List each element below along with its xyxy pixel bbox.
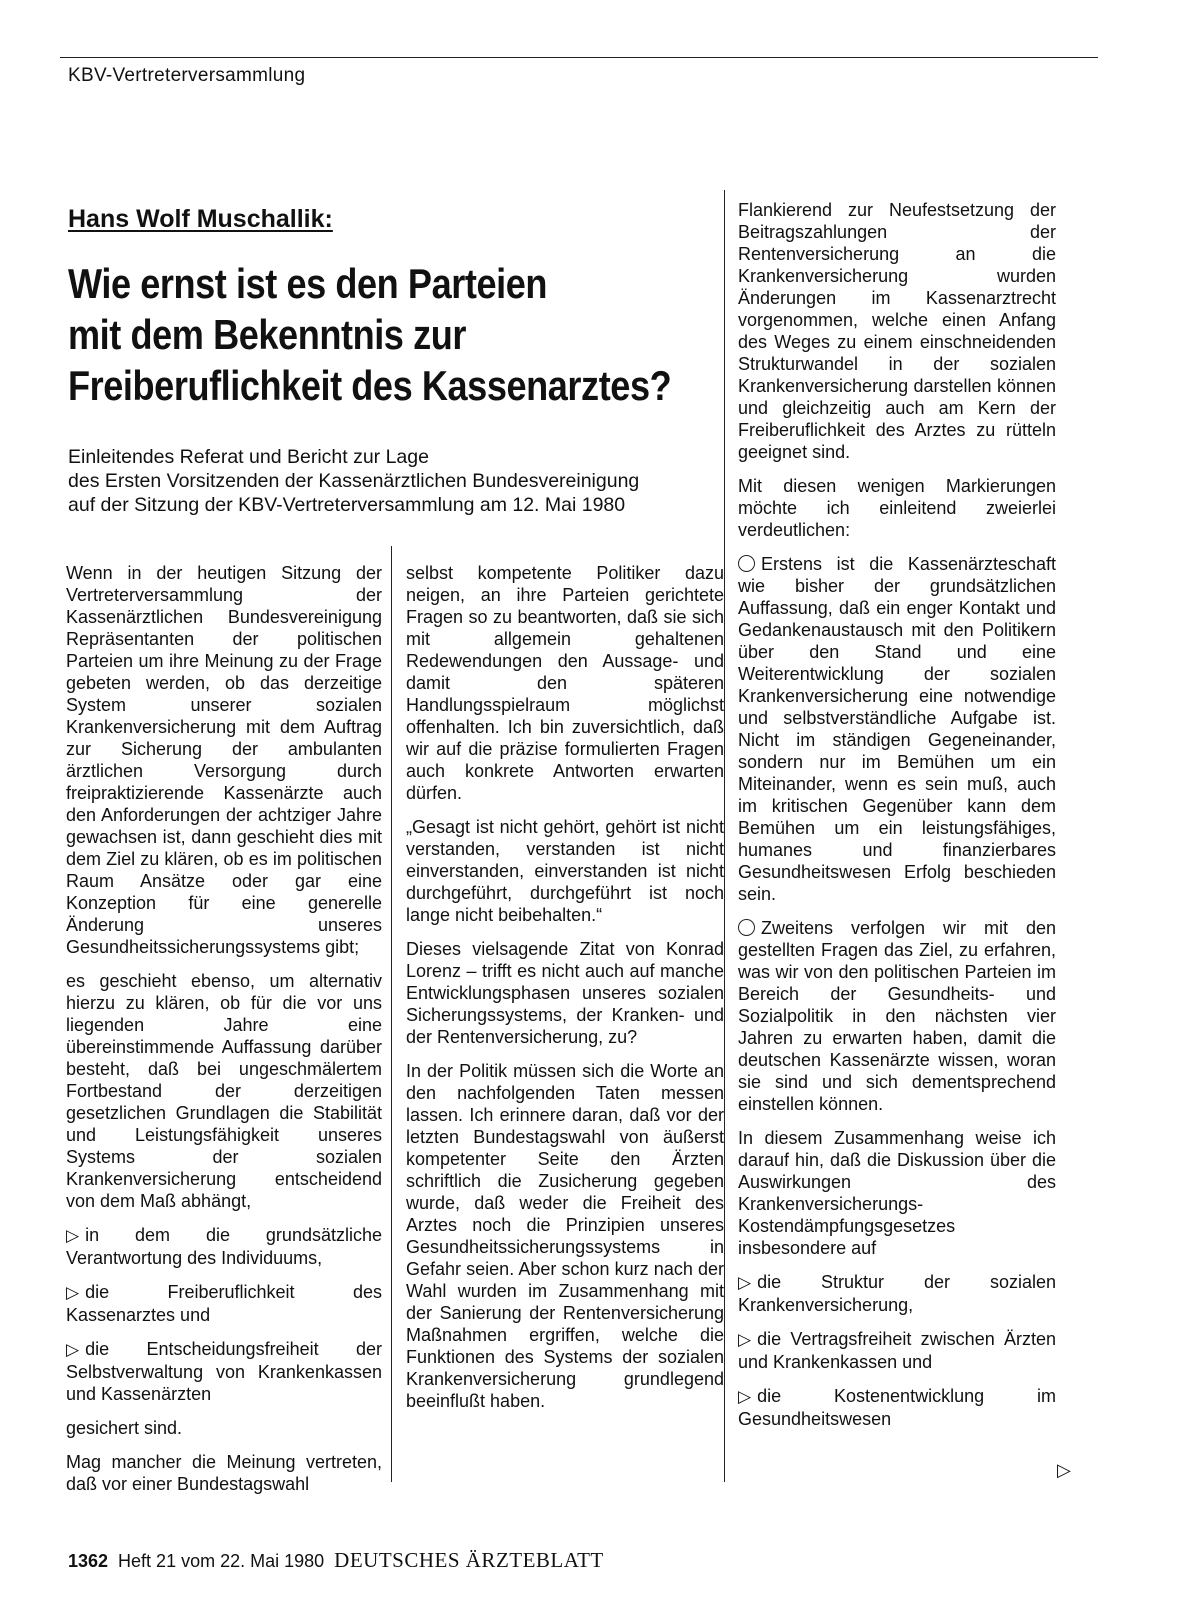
headline-line: Wie ernst ist es den Parteien xyxy=(68,260,548,307)
text-column-1 xyxy=(66,562,382,1507)
paragraph: Mit diesen wenigen Markierungen möchte ich einleitend zweierlei verdeutlichen: xyxy=(738,476,1056,540)
bullet-item xyxy=(66,1338,382,1405)
bullet-text: in dem die grundsätzliche Verantwortung des Individuums, xyxy=(66,1225,382,1268)
bullet-text: die Struktur der sozialen Krankenversicherung, xyxy=(738,1272,1056,1315)
paragraph: selbst kompetente Politiker dazu neigen, an ihre Parteien gerichtete Fragen so zu beantworten, daß sie sich mit allgemein gehaltenen Redewendungen den Aussage- und damit den späteren Handlungsspielraum möglichst offenhalten. Ich bin zuversichtlich, daß wir auf die präzise formulierten Fragen auch konkrete Antworten erwarten dürfen. xyxy=(406,563,724,803)
text-column-2 xyxy=(406,562,724,1424)
triangle-bullet-icon: ▷ xyxy=(66,1340,80,1359)
bullet-text: die Vertragsfreiheit zwischen Ärzten und Krankenkassen und xyxy=(738,1329,1056,1372)
headline-line: mit dem Bekenntnis zur xyxy=(68,311,466,358)
bullet-text: die Freiberuflichkeit des Kassenarztes und xyxy=(66,1282,382,1325)
subtitle-line: Einleitendes Referat und Bericht zur Lage xyxy=(68,446,429,468)
bullet-item xyxy=(738,1271,1056,1316)
circle-item-text: Zweitens verfolgen wir mit den gestellten Fragen das Ziel, zu erfahren, was wir von den politischen Parteien im Bereich der Gesundheits- und Sozialpolitik in den nächsten vier Jahren zu erwarten haben, damit die deutschen Kassenärzte wissen, woran sie sind und sich dementsprechend einstellen können. xyxy=(738,918,1056,1114)
quote-paragraph: „Gesagt ist nicht gehört, gehört ist nicht verstanden, verstanden ist nicht einverstanden, einverstanden ist nicht durchgeführt, durchgeführt ist noch lange nicht beibehalten.“ xyxy=(406,817,724,925)
headline-line: Freiberuflichkeit des Kassenarztes? xyxy=(68,362,672,409)
paragraph: Flankierend zur Neufestsetzung der Beitragszahlungen der Rentenversicherung an die Krankenversicherung wurden Änderungen im Kassenarztrecht vorgenommen, welche einen Anfang des Weges zu einem einschneidenden Strukturwandel in der sozialen Krankenversicherung darstellen können und gleichzeitig auch am Kern der Freiberuflichkeit des Arztes zu rütteln geeignet sind. xyxy=(738,200,1056,462)
triangle-bullet-icon: ▷ xyxy=(738,1387,752,1406)
continue-arrow-icon: ▷ xyxy=(1057,1460,1071,1480)
triangle-bullet-icon: ▷ xyxy=(738,1273,752,1292)
article-author: Hans Wolf Muschallik: xyxy=(68,205,333,233)
circle-item xyxy=(738,917,1056,1115)
circle-item-text: Erstens ist die Kassenärzteschaft wie bisher der grundsätzlichen Auffassung, daß ein enger Kontakt und Gedankenaustausch mit den Politikern über den Stand und eine Weiterentwicklung der sozialen Krankenversicherung eine notwendige und selbstverständliche Aufgabe ist. Nicht im ständigen Gegeneinander, sondern nur im Bemühen um ein Miteinander, wenn es sein muß, auch im kritischen Gegenüber kann dem Bemühen um ein leistungsfähiges, humanes und finanzierbares Gesundheitswesen Erfolg beschieden sein. xyxy=(738,554,1056,904)
bullet-item xyxy=(66,1281,382,1326)
bullet-text: die Kostenentwicklung im Gesundheitswesen xyxy=(738,1386,1056,1429)
paragraph: In der Politik müssen sich die Worte an den nachfolgenden Taten messen lassen. Ich erinnere daran, daß vor der letzten Bundestagswahl von äußerst kompetenter Seite den Ärzten schriftlich die Zusicherung gegeben wurde, daß weder die Freiheit des Arztes noch die Prinzipien unseres Gesundheitssicherungssystems in Gefahr seien. Aber schon kurz nach der Wahl wurden im Zusammenhang mit der Sanierung der Rentenversicherung Maßnahmen ergriffen, welche die Funktionen des Systems der sozialen Krankenversicherung grundlegend beeinflußt haben. xyxy=(406,1061,724,1411)
paragraph: Wenn in der heutigen Sitzung der Vertreterversammlung der Kassenärztlichen Bundesvereinigung Repräsentanten der politischen Parteien um ihre Meinung zu der Frage gebeten werden, ob das derzeitige System unserer sozialen Krankenversicherung mit dem Auftrag zur Sicherung der ambulanten ärztlichen Versorgung durch freipraktizierende Kassenärzte auch den Anforderungen der achtziger Jahre gewachsen ist, dann geschieht dies mit dem Ziel zu klären, ob es im politischen Raum Ansätze oder gar eine Konzeption für eine generelle Änderung unseres Gesundheitssicherungssystems gibt; xyxy=(66,563,382,957)
bullet-item xyxy=(738,1385,1056,1430)
section-label: KBV-Vertreterversammlung xyxy=(68,65,306,86)
triangle-bullet-icon: ▷ xyxy=(738,1330,752,1349)
subtitle-line: des Ersten Vorsitzenden der Kassenärztlichen Bundesvereinigung xyxy=(68,470,640,492)
journal-name: DEUTSCHES ÄRZTEBLATT xyxy=(334,1548,604,1572)
column-divider xyxy=(724,190,725,1482)
paragraph: In diesem Zusammenhang weise ich darauf hin, daß die Diskussion über die Auswirkungen des Krankenversicherungs-Kostendämpfungsgesetzes insbesondere auf xyxy=(738,1128,1056,1258)
article-subtitle xyxy=(68,445,758,517)
column-divider xyxy=(391,546,392,1482)
text-column-3 xyxy=(738,199,1056,1442)
paragraph: gesichert sind. xyxy=(66,1418,183,1438)
page-footer xyxy=(68,1548,604,1573)
triangle-bullet-icon: ▷ xyxy=(66,1283,80,1302)
article-headline xyxy=(68,258,672,411)
page-number: 1362 xyxy=(68,1551,109,1571)
paragraph: Mag mancher die Meinung vertreten, daß vor einer Bundestagswahl xyxy=(66,1452,382,1494)
subtitle-line: auf der Sitzung der KBV-Vertreterversammlung am 12. Mai 1980 xyxy=(68,494,626,516)
circle-bullet-icon xyxy=(738,919,755,936)
issue-info: Heft 21 vom 22. Mai 1980 xyxy=(118,1551,325,1571)
bullet-text: die Entscheidungsfreiheit der Selbstverwaltung von Krankenkassen und Kassenärzten xyxy=(66,1339,382,1404)
paragraph: Dieses vielsagende Zitat von Konrad Lorenz – trifft es nicht auch auf manche Entwicklungsphasen unseres sozialen Sicherungssystems, der Kranken- und der Rentenversicherung, zu? xyxy=(406,939,724,1047)
bullet-item xyxy=(738,1328,1056,1373)
paragraph: es geschieht ebenso, um alternativ hierzu zu klären, ob für die vor uns liegenden Jahre eine übereinstimmende Auffassung darüber besteht, daß bei ungeschmälertem Fortbestand der derzeitigen gesetzlichen Grundlagen die Stabilität und Leistungsfähigkeit unseres Systems der sozialen Krankenversicherung entscheidend von dem Maß abhängt, xyxy=(66,971,382,1211)
triangle-bullet-icon: ▷ xyxy=(66,1226,80,1245)
header-rule xyxy=(60,57,1098,58)
bullet-item xyxy=(66,1224,382,1269)
circle-item xyxy=(738,553,1056,905)
circle-bullet-icon xyxy=(738,555,755,572)
